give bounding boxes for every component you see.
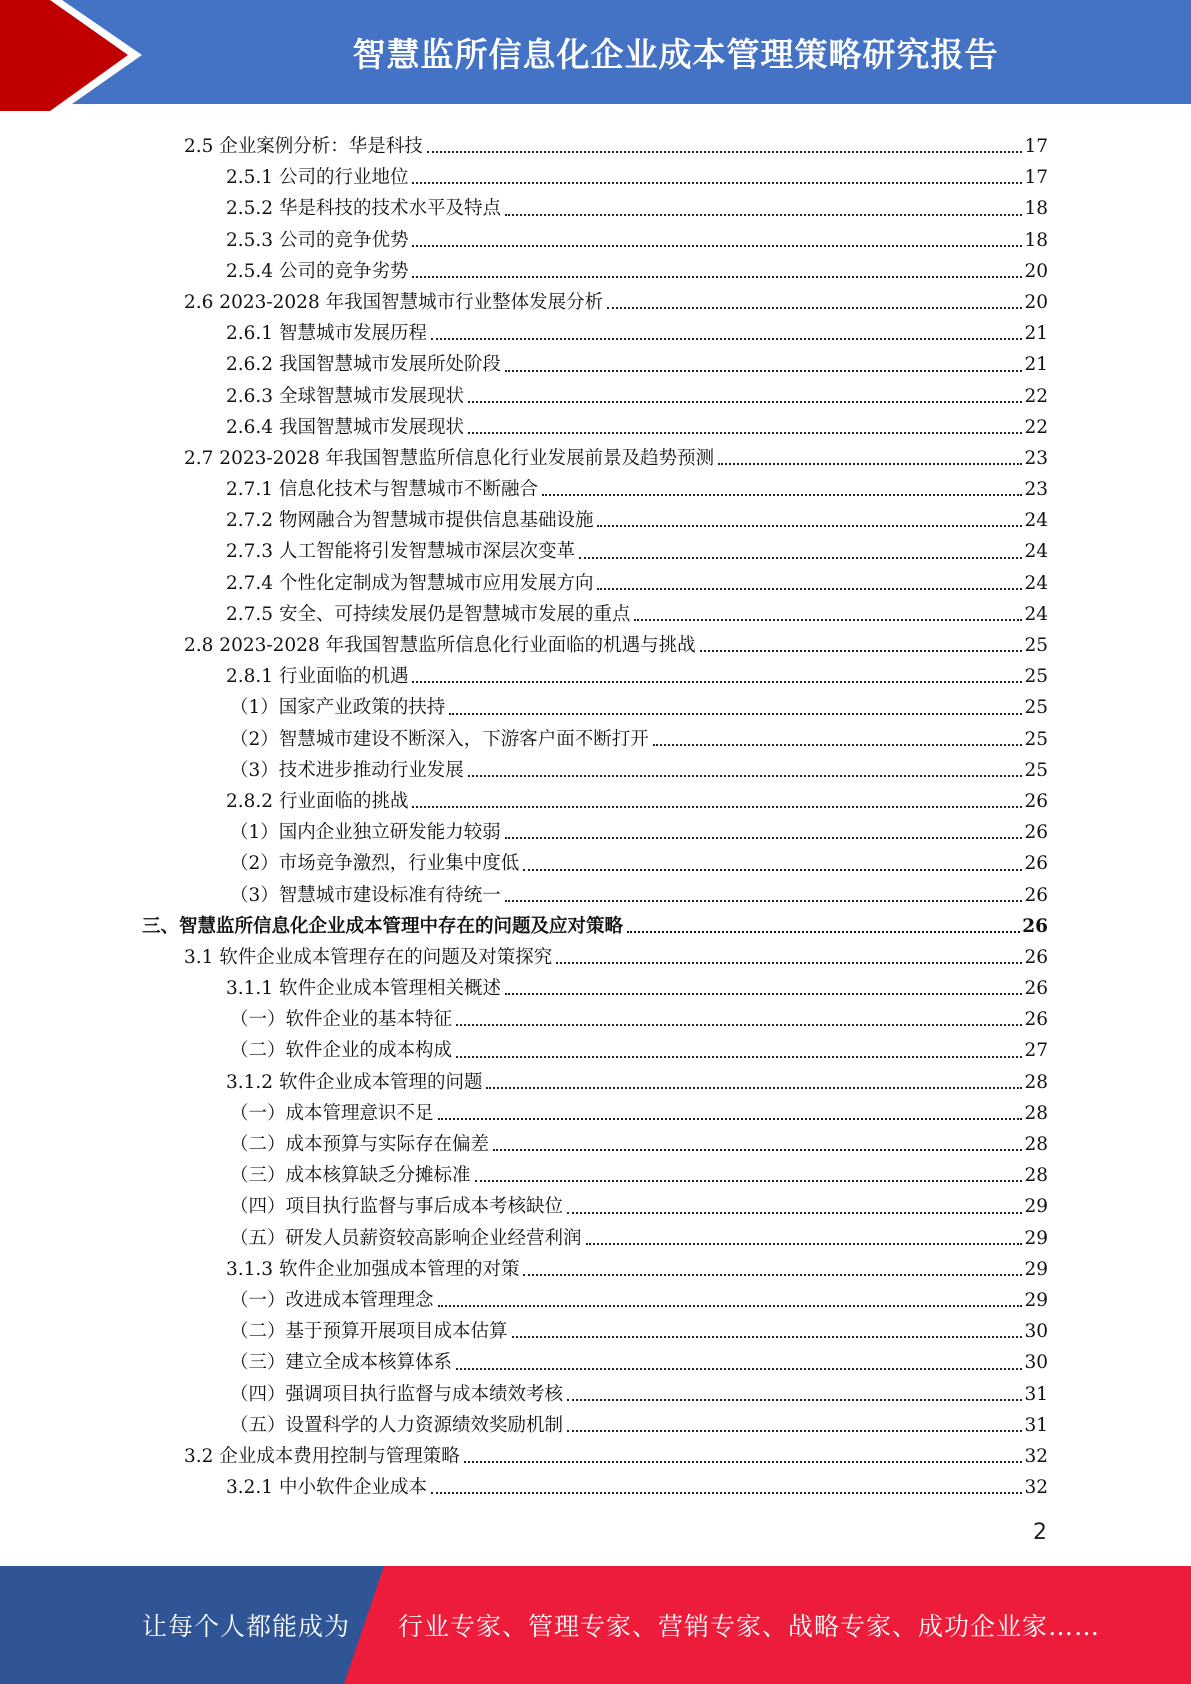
toc-entry-page: 26 bbox=[1022, 915, 1048, 937]
toc-entry-title: 2.5.1 公司的行业地位 bbox=[226, 167, 409, 189]
toc-entry-page: 25 bbox=[1024, 697, 1048, 719]
toc-leader-dots bbox=[412, 225, 1022, 247]
toc-entry-title: 2.8.2 行业面临的挑战 bbox=[226, 790, 409, 812]
toc-entry-page: 25 bbox=[1024, 635, 1048, 656]
toc-leader-dots bbox=[567, 1410, 1022, 1432]
toc-leader-dots bbox=[412, 256, 1022, 278]
toc-entry[interactable] bbox=[140, 1281, 1048, 1312]
toc-entry[interactable] bbox=[140, 1437, 1048, 1468]
toc-entry-title: （二）软件企业的成本构成 bbox=[230, 1040, 453, 1062]
toc-entry-title: 2.5.3 公司的竞争优势 bbox=[226, 229, 409, 251]
toc-entry-title: 2.6.1 智慧城市发展历程 bbox=[226, 323, 427, 345]
toc-entry-title: （五）设置科学的人力资源绩效奖励机制 bbox=[230, 1414, 564, 1436]
toc-entry-title: 2.7 2023-2028 年我国智慧监所信息化行业发展前景及趋势预测 bbox=[184, 447, 715, 469]
footer-slogan-left: 让每个人都能成为 bbox=[142, 1612, 351, 1641]
toc-entry-title: 2.7.5 安全、可持续发展仍是智慧城市发展的重点 bbox=[226, 603, 631, 625]
toc-leader-dots bbox=[468, 412, 1022, 434]
toc-leader-dots bbox=[505, 973, 1022, 995]
toc-entry[interactable] bbox=[140, 221, 1048, 252]
toc-entry-page: 24 bbox=[1024, 603, 1048, 625]
toc-entry[interactable] bbox=[140, 345, 1048, 376]
toc-entry-page: 25 bbox=[1024, 728, 1048, 750]
toc-entry[interactable] bbox=[140, 1156, 1048, 1187]
toc-entry[interactable] bbox=[140, 314, 1048, 345]
toc-entry-page: 23 bbox=[1024, 447, 1048, 469]
toc-entry[interactable] bbox=[140, 439, 1048, 470]
toc-entry-title: 2.6.4 我国智慧城市发展现状 bbox=[226, 416, 464, 438]
toc-entry[interactable] bbox=[140, 782, 1048, 813]
toc-leader-dots bbox=[607, 287, 1022, 309]
toc-entry-title: 三、智慧监所信息化企业成本管理中存在的问题及应对策略 bbox=[142, 915, 624, 937]
toc-entry-title: 3.2 企业成本费用控制与管理策略 bbox=[184, 1445, 460, 1467]
toc-entry[interactable] bbox=[140, 377, 1048, 408]
toc-entry-page: 31 bbox=[1024, 1383, 1048, 1405]
toc-leader-dots bbox=[431, 1472, 1022, 1494]
toc-entry-title: （3）技术进步推动行业发展 bbox=[230, 759, 464, 781]
toc-entry-page: 29 bbox=[1024, 1227, 1048, 1249]
toc-leader-dots bbox=[567, 1379, 1022, 1401]
toc-entry-title: 2.8 2023-2028 年我国智慧监所信息化行业面临的机遇与挑战 bbox=[184, 635, 696, 656]
toc-entry-title: （1）国家产业政策的扶持 bbox=[230, 697, 446, 719]
toc-entry-page: 17 bbox=[1024, 167, 1048, 189]
toc-entry-title: （五）研发人员薪资较高影响企业经营利润 bbox=[230, 1227, 582, 1249]
toc-entry[interactable] bbox=[140, 158, 1048, 189]
toc-leader-dots bbox=[412, 661, 1022, 683]
toc-entry[interactable] bbox=[140, 252, 1048, 283]
toc-entry-page: 22 bbox=[1024, 385, 1048, 407]
toc-entry[interactable] bbox=[140, 1312, 1048, 1343]
toc-leader-dots bbox=[556, 942, 1022, 964]
toc-entry[interactable] bbox=[140, 408, 1048, 439]
toc-entry-page: 21 bbox=[1024, 323, 1048, 345]
toc-leader-dots bbox=[427, 131, 1023, 153]
toc-entry[interactable] bbox=[140, 1468, 1048, 1499]
toc-entry-page: 17 bbox=[1024, 136, 1048, 157]
toc-entry-page: 30 bbox=[1024, 1352, 1048, 1374]
toc-entry-title: （一）软件企业的基本特征 bbox=[230, 1009, 453, 1031]
table-of-contents bbox=[140, 127, 1048, 1499]
toc-entry-page: 18 bbox=[1024, 229, 1048, 251]
toc-entry-title: 2.5.2 华是科技的技术水平及特点 bbox=[226, 198, 501, 220]
toc-entry-title: 2.8.1 行业面临的机遇 bbox=[226, 666, 409, 688]
footer-banner bbox=[0, 1566, 1191, 1684]
toc-leader-dots bbox=[597, 505, 1022, 527]
toc-leader-dots bbox=[512, 1316, 1023, 1338]
toc-entry-title: 3.1.1 软件企业成本管理相关概述 bbox=[226, 978, 501, 1000]
toc-leader-dots bbox=[449, 693, 1022, 715]
toc-entry-title: （一）改进成本管理理念 bbox=[230, 1289, 434, 1311]
toc-entry-page: 26 bbox=[1024, 822, 1048, 844]
toc-entry[interactable] bbox=[140, 907, 1048, 938]
toc-entry-page: 20 bbox=[1024, 260, 1048, 282]
toc-entry[interactable] bbox=[140, 969, 1048, 1000]
toc-entry-page: 29 bbox=[1024, 1196, 1048, 1218]
footer-slogan-right: 行业专家、管理专家、营销专家、战略专家、成功企业家…… bbox=[398, 1612, 1101, 1641]
toc-leader-dots bbox=[412, 162, 1022, 184]
toc-leader-dots bbox=[505, 194, 1022, 216]
toc-leader-dots bbox=[456, 1348, 1022, 1370]
toc-entry[interactable] bbox=[140, 844, 1048, 875]
toc-entry-page: 21 bbox=[1024, 354, 1048, 376]
toc-entry[interactable] bbox=[140, 1187, 1048, 1218]
toc-leader-dots bbox=[475, 1160, 1023, 1182]
toc-leader-dots bbox=[505, 350, 1022, 372]
toc-entry[interactable] bbox=[140, 1219, 1048, 1250]
toc-leader-dots bbox=[700, 630, 1023, 652]
toc-leader-dots bbox=[468, 381, 1022, 403]
toc-entry[interactable] bbox=[140, 564, 1048, 595]
toc-entry[interactable] bbox=[140, 751, 1048, 782]
toc-entry-page: 28 bbox=[1024, 1071, 1048, 1093]
toc-entry-title: 2.6.2 我国智慧城市发展所处阶段 bbox=[226, 354, 501, 376]
toc-entry-page: 26 bbox=[1024, 1009, 1048, 1031]
toc-leader-dots bbox=[505, 880, 1023, 902]
toc-entry-page: 26 bbox=[1024, 978, 1048, 1000]
toc-entry-title: 3.1.3 软件企业加强成本管理的对策 bbox=[226, 1258, 520, 1280]
toc-entry-page: 29 bbox=[1024, 1258, 1048, 1280]
toc-leader-dots bbox=[486, 1067, 1022, 1089]
toc-entry-title: （2）智慧城市建设不断深入，下游客户面不断打开 bbox=[230, 728, 649, 750]
toc-entry-page: 30 bbox=[1024, 1321, 1048, 1343]
toc-leader-dots bbox=[597, 568, 1022, 590]
toc-entry-title: （四）强调项目执行监督与成本绩效考核 bbox=[230, 1383, 564, 1405]
toc-entry-title: 2.5.4 公司的竞争劣势 bbox=[226, 260, 409, 282]
toc-leader-dots bbox=[438, 1098, 1023, 1120]
toc-entry[interactable] bbox=[140, 626, 1048, 657]
toc-entry-title: （2）市场竞争激烈，行业集中度低 bbox=[230, 853, 520, 875]
toc-entry-page: 23 bbox=[1024, 479, 1048, 501]
toc-entry[interactable] bbox=[140, 189, 1048, 220]
toc-leader-dots bbox=[456, 1036, 1022, 1058]
toc-entry-page: 31 bbox=[1024, 1414, 1048, 1436]
toc-entry-page: 26 bbox=[1024, 790, 1048, 812]
toc-entry[interactable] bbox=[140, 1031, 1048, 1062]
toc-entry[interactable] bbox=[140, 1063, 1048, 1094]
toc-entry[interactable] bbox=[140, 876, 1048, 907]
toc-entry[interactable] bbox=[140, 470, 1048, 501]
toc-leader-dots bbox=[579, 537, 1022, 559]
toc-entry-title: 3.2.1 中小软件企业成本 bbox=[226, 1477, 427, 1499]
toc-entry[interactable] bbox=[140, 127, 1048, 158]
toc-entry-page: 32 bbox=[1024, 1477, 1048, 1499]
toc-entry[interactable] bbox=[140, 1343, 1048, 1374]
toc-entry[interactable] bbox=[140, 501, 1048, 532]
toc-leader-dots bbox=[627, 911, 1020, 933]
page-number: 2 bbox=[1033, 1520, 1047, 1545]
toc-entry-title: 2.7.3 人工智能将引发智慧城市深层次变革 bbox=[226, 541, 575, 563]
toc-entry-page: 24 bbox=[1024, 510, 1048, 532]
toc-leader-dots bbox=[523, 849, 1022, 871]
toc-entry-page: 26 bbox=[1024, 946, 1048, 968]
toc-entry[interactable] bbox=[140, 1250, 1048, 1281]
toc-entry-page: 20 bbox=[1024, 291, 1048, 313]
toc-entry[interactable] bbox=[140, 1125, 1048, 1156]
toc-leader-dots bbox=[468, 755, 1023, 777]
toc-entry-title: 2.7.1 信息化技术与智慧城市不断融合 bbox=[226, 479, 538, 501]
toc-entry-page: 29 bbox=[1024, 1289, 1048, 1311]
toc-entry-page: 26 bbox=[1024, 884, 1048, 906]
toc-entry[interactable] bbox=[140, 1406, 1048, 1437]
toc-entry-title: （二）基于预算开展项目成本估算 bbox=[230, 1321, 508, 1343]
toc-entry[interactable] bbox=[140, 1000, 1048, 1031]
toc-entry-page: 25 bbox=[1024, 759, 1048, 781]
toc-entry-page: 28 bbox=[1024, 1102, 1048, 1124]
toc-entry-title: （三）建立全成本核算体系 bbox=[230, 1352, 453, 1374]
toc-entry-title: 2.6 2023-2028 年我国智慧城市行业整体发展分析 bbox=[184, 291, 604, 313]
toc-entry-title: 2.7.2 物网融合为智慧城市提供信息基础设施 bbox=[226, 510, 594, 532]
toc-entry-title: （二）成本预算与实际存在偏差 bbox=[230, 1134, 490, 1155]
toc-entry-title: 3.1.2 软件企业成本管理的问题 bbox=[226, 1071, 483, 1093]
toc-entry[interactable] bbox=[140, 283, 1048, 314]
toc-leader-dots bbox=[464, 1441, 1023, 1463]
toc-leader-dots bbox=[542, 474, 1022, 496]
toc-entry-page: 28 bbox=[1024, 1134, 1048, 1155]
toc-leader-dots bbox=[505, 817, 1023, 839]
toc-entry-title: 2.6.3 全球智慧城市发展现状 bbox=[226, 385, 464, 407]
toc-entry-page: 18 bbox=[1024, 198, 1048, 220]
toc-entry-title: （一）成本管理意识不足 bbox=[230, 1102, 434, 1124]
toc-entry-title: 3.1 软件企业成本管理存在的问题及对策探究 bbox=[184, 946, 553, 968]
toc-leader-dots bbox=[412, 786, 1022, 808]
toc-leader-dots bbox=[653, 724, 1023, 746]
toc-leader-dots bbox=[634, 599, 1022, 621]
toc-entry-page: 28 bbox=[1024, 1165, 1048, 1187]
toc-leader-dots bbox=[567, 1192, 1022, 1214]
toc-leader-dots bbox=[718, 443, 1022, 465]
toc-entry-page: 24 bbox=[1024, 572, 1048, 594]
toc-entry[interactable] bbox=[140, 938, 1048, 969]
toc-entry-title: （1）国内企业独立研发能力较弱 bbox=[230, 822, 501, 844]
header-banner bbox=[0, 0, 1191, 111]
toc-entry[interactable] bbox=[140, 688, 1048, 719]
toc-entry-title: 2.7.4 个性化定制成为智慧城市应用发展方向 bbox=[226, 572, 594, 594]
toc-leader-dots bbox=[493, 1129, 1022, 1151]
toc-entry[interactable] bbox=[140, 657, 1048, 688]
toc-leader-dots bbox=[431, 318, 1022, 340]
toc-entry-page: 27 bbox=[1024, 1040, 1048, 1062]
toc-entry-title: 2.5 企业案例分析：华是科技 bbox=[184, 136, 423, 157]
toc-entry[interactable] bbox=[140, 720, 1048, 751]
toc-entry-title: （3）智慧城市建设标准有待统一 bbox=[230, 884, 501, 906]
toc-leader-dots bbox=[523, 1254, 1022, 1276]
report-title: 智慧监所信息化企业成本管理策略研究报告 bbox=[352, 34, 999, 74]
toc-entry-page: 26 bbox=[1024, 853, 1048, 875]
toc-entry[interactable] bbox=[140, 1094, 1048, 1125]
toc-entry-page: 22 bbox=[1024, 416, 1048, 438]
toc-entry-title: （四）项目执行监督与事后成本考核缺位 bbox=[230, 1196, 564, 1218]
toc-entry[interactable] bbox=[140, 1375, 1048, 1406]
toc-leader-dots bbox=[456, 1004, 1022, 1026]
toc-entry-title: （三）成本核算缺乏分摊标准 bbox=[230, 1165, 471, 1187]
toc-entry[interactable] bbox=[140, 532, 1048, 563]
toc-entry[interactable] bbox=[140, 595, 1048, 626]
toc-leader-dots bbox=[438, 1285, 1023, 1307]
toc-leader-dots bbox=[586, 1223, 1023, 1245]
toc-entry-page: 25 bbox=[1024, 666, 1048, 688]
toc-entry-page: 32 bbox=[1024, 1445, 1048, 1467]
toc-entry[interactable] bbox=[140, 813, 1048, 844]
toc-entry-page: 24 bbox=[1024, 541, 1048, 563]
